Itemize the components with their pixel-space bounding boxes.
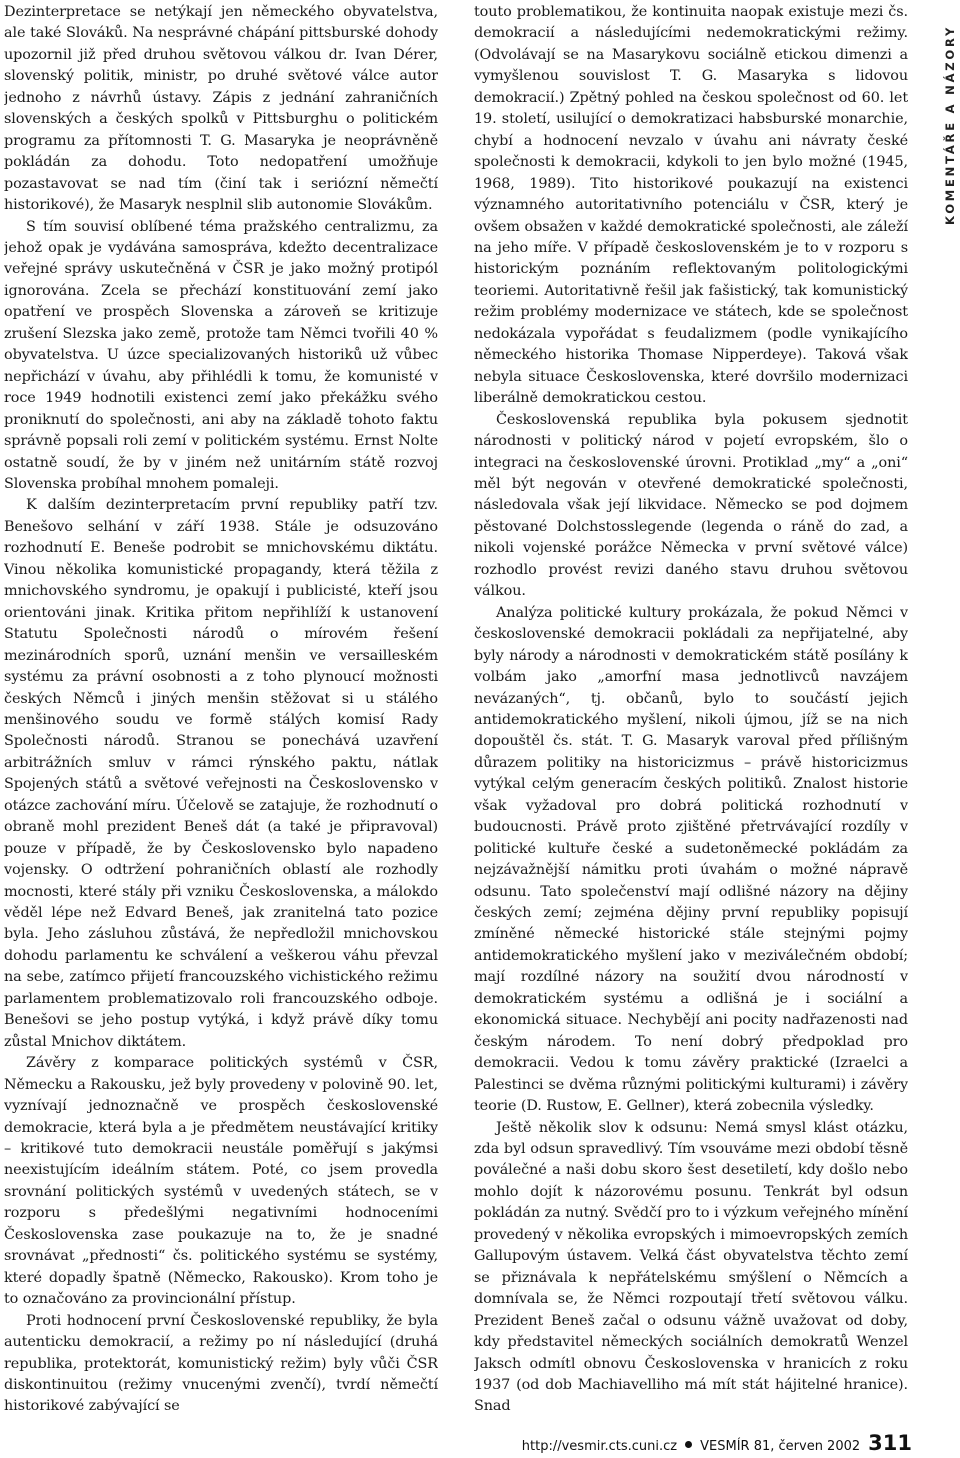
page-footer: [520, 1431, 912, 1457]
paragraph: Ještě několik slov k odsunu: Nemá smysl klást otázku, zda byl odsun spravedlivý. Tím vsouváme mezi období těsně poválečné a naši dobu skoro šest desetiletí, kdy došlo nebo mohlo dojít k názorovému posunu. Tenkrát byl odsun pokládán za nutný. Svědčí pro to i výzkum veřejného mínění provedený v několika evropských i mimoevropských zemích Gallupovým ústavem. Velká část obyvatelstva těchto zemí se přiznávala k nepřátelskému smýšlení o Němcích a domnívala se, že Němci rozpoutají třetí světovou válku. Prezident Beneš začal o odsunu vážně uvažovat od doby, kdy představitel německých sociálních demokratů Wenzel Jaksch odmítl obnovu Československa v hranicích z roku 1937 (od dob Machiavelliho má mít stát hájitelné hranice). Snad: [474, 1119, 908, 1415]
paragraph: S tím souvisí oblíbené téma pražského centralizmu, za jehož opak je vydávána samospráva, kdežto decentralizace veřejné správy uskutečněná v ČSR je jako možný protipól ignorována. Zcela se přechází konstituování zemí jako opatření ve prospěch Slovenska a zároveň se kritizuje zrušení Slezska jako země, protože tam Němci tvořili 40 % obyvatelstva. U úzce specializovaných historiků už vůbec nepřichází v úvahu, aby přihlédli k tomu, že komunisté v roce 1949 hodnotili existenci zemí jako překážku svého proniknutí do společnosti, ani aby na základě tohoto faktu správně popsali roli zemí v politickém systému. Ernst Nolte ostatně soudí, že by v jiném než unitárním státě rozvoj Slovenska probíhal mnohem pomaleji.: [4, 218, 438, 492]
paragraph: touto problematikou, že kontinuita naopak existuje mezi čs. demokracií a následujícími nedemokratickými režimy. (Odvolávají se na Masarykovu sociálně etickou dimenzi a vymyšlenou souvislost T. G. Masaryka s lidovou demokracií.) Zpětný pohled na českou společnost od 60. let 19. století, usilující o demokratizaci habsburské monarchie, chybí a hodnocení nevzalo v úvahu ani návraty české společnosti k demokracii, kdykoli to jen bylo možné (1945, 1968, 1989). Tito historikové poukazují na existenci významného autoritativního potenciálu v ČSR, který je ovšem obsažen v každé demokratické společnosti, ale záleží na jeho míře. V případě československém je to v rozporu s historickým poznáním reflektovaným politologickými teoriemi. Autoritativně řešil jak fašistický, tak komunistický režim problémy modernizace ve státech, kde se společnost nedokázala vypořádat s feudalizmem (podle vynikajícího německého historika Thomase Nipperdeye). Taková však nebyla situace Československa, které dovršilo modernizaci liberálně demokratickou cestou.: [474, 4, 908, 407]
section-label: KOMENTÁŘE A NÁZORY: [943, 24, 957, 225]
paragraph: K dalším dezinterpretacím první republiky patří tzv. Benešovo selhání v září 1938. Stále je odsuzováno rozhodnutí E. Beneše podrobit se mnichovskému diktátu. Vinou několika komunistické propagandy, která těžila z mnichovského syndromu, je opakují i publicisté, kteří jsou orientováni jinak. Kritika přitom nepřihlíží k ustanovení Statutu Společnosti národů o mírovém řešení mezinárodních sporů, uznání menšin ve versailleském systému za právní osobnosti a z toho plynoucí možnosti českých Němců i jiných menšin stěžovat si u stálého menšinového soudu ve formě stálých komisí Rady Společnosti národů. Stranou se ponechává uzavření arbitrážních smluv v rámci rýnského paktu, nátlak Spojených států a světové veřejnosti na Československo v otázce zachování míru. Účelově se zatajuje, že rozhodnutí o obraně mohl prezident Beneš dát (a také je připravoval) pouze v případě, že by Československo bylo napadeno vojensky. O odtržení pohraničních oblastí ale rozhodly mocnosti, které stály při vzniku Československa, a málokdo věděl lépe než Edvard Beneš, jak zranitelná tato pozice byla. Jeho zásluhou zůstává, že nepředložil mnichovskou dohodu parlamentu ke schválení a veškerou váhu převzal na sebe, zatímco přijetí francouzského vichistického režimu parlamentem problematizovalo roli francouzského odboje. Benešovi se jeho postup vytýká, i když právě díky tomu zůstal Mnichov diktátem.: [4, 497, 438, 1050]
right-text-column: [474, 2, 908, 1417]
page-number: 311: [868, 1431, 912, 1455]
paragraph: Závěry z komparace politických systémů v ČSR, Německu a Rakousku, jež byly provedeny v polovině 90. let, vyznívají jednoznačně ve prospěch československé demokracie, která byla a je předmětem neustávající kritiky – kritikové tuto demokracii neustále poměřují s jakýmsi neexistujícím ideálním státem. Poté, co jsem provedla srovnání politických systémů v uvedených státech, se v rozporu s předešlými negativními hodnoceními Československa zase poukazuje na to, že je snadné srovnávat „přednosti“ čs. politického systému se systémy, které dopadly špatně (Německo, Rakousko). Krom toho je to označováno za provincionální přístup.: [4, 1055, 438, 1308]
paragraph: Analýza politické kultury prokázala, že pokud Němci v československé demokracii pokládali za nepřijatelné, aby byly národy a národnosti v demokratickém státě posílány k volbám jako „amorfní masa jednotlivců navzájem nevázaných“, tj. občanů, bylo to součástí jejich antidemokratického myšlení, nikoli újmou, jíž se na nich dopouštěl čs. stát. T. G. Masaryk varoval před přílišným důrazem politiky na historicizmus – právě historicizmus vytýkal celým generacím českých politiků. Znalost historie však vyžadoval pro dobrá politická rozhodnutí v budoucnosti. Právě proto zjištěné přetrvávající rozdíly v politické kultuře české a sudetoněmecké pokládám za nejzávažnější námitku proti úvahám o možné nápravě odsunu. Tato společenství mají odlišné názory na dějiny českých zemí; zejména dějiny první republiky popisují zmíněné německé historické stále stejnými pojmy antidemokratického myšlení jako v meziválečném období; mají rozdílné názory na soužití dvou národností v demokratickém systému a odlišná je i sociální a ekonomická situace. Nechybějí ani pocity nadřazenosti nad českým národem. To není dobrý předpoklad pro demokracii. Vedou k tomu závěry praktické (Izraelci a Palestinci se dvěma různými politickými kulturami) i závěry teorie (D. Rustow, E. Gellner), která zobecnila výsledky.: [474, 604, 908, 1115]
journal-issue: VESMÍR 81, červen 2002: [700, 1439, 861, 1454]
paragraph: Československá republika byla pokusem sjednotit národnosti v politický národ v pojetí evropském, šlo o integraci na československé úrovni. Protiklad „my“ a „oni“ měl být negován v otevřené demokratické společnosti, následovala však její likvidace. Německo se pod dojmem pěstované Dolchstosslegende (legenda o ráně do zad, a nikoli vojenské porážce Německa v první světové válce) rozhodlo provést revizi daného stavu druhou světovou válkou.: [474, 411, 908, 600]
paragraph: Proti hodnocení první Československé republiky, že byla autenticku demokracií, a režimy po ní následující (druhá republika, protektorát, komunistický režim) byly vůči ČSR diskontinuitou (režimy vnucenými zvenčí), tvrdí němečtí historikové zabývající se: [4, 1312, 438, 1415]
left-text-column: [4, 2, 438, 1417]
paragraph: Dezinterpretace se netýkají jen německého obyvatelstva, ale také Slováků. Na nesprávné chápání pittsburské dohody upozornil již před druhou světovou válkou dr. Ivan Dérer, slovenský politik, ministr, po druhé světové válce autor jednoho z návrhů ústavy. Zápis z jednání zahraničních slovenských a českých spolků v Pittsburghu o politickém programu za přítomnosti T. G. Masaryka je neoprávněně pokládán za dohodu. Toto nedopatření umožňuje pozastavovat se nad tím (činí tak i seriózní němečtí historikové), že Masaryk nesplnil slib autonomie Slovákům.: [4, 4, 438, 214]
bullet-dot-icon: [685, 1441, 692, 1448]
footer-url[interactable]: http://vesmir.cts.cuni.cz: [521, 1439, 678, 1454]
